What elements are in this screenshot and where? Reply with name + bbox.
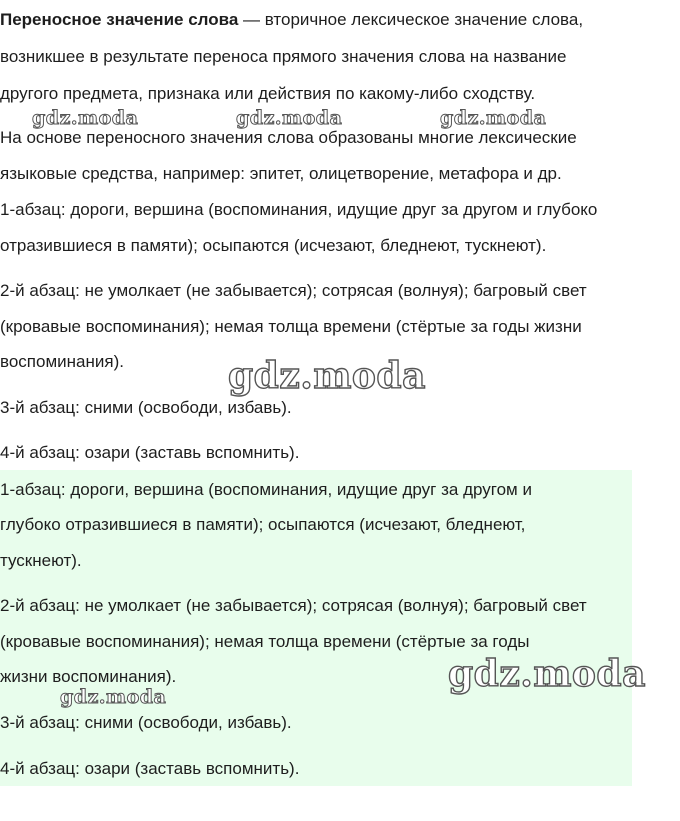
answer1-paragraph3: 3-й абзац: сними (освободи, избавь). [0,398,292,417]
answer2-paragraph3: 3-й абзац: сними (освободи, избавь). [0,713,292,732]
answer2-paragraph2-line1: 2-й абзац: не умолкает (не забывается); сотрясая (волнуя); багровый свет [0,596,587,615]
answer2-paragraph2-line3: жизни воспоминания). [0,667,177,686]
answer2-paragraph2-line2: (кровавые воспоминания); немая толща времени (стёртые за годы [0,632,530,651]
definition-line-3: другого предмета, признака или действия по какому-либо сходству. [0,84,536,103]
definition-line-2: возникшее в результате переноса прямого значения слова на название [0,47,567,66]
answer1-paragraph4: 4-й абзац: озари (заставь вспомнить). [0,443,300,462]
answer2-paragraph4: 4-й абзац: озари (заставь вспомнить). [0,759,300,778]
watermark-logo: gdz.moda [440,107,547,129]
definition-line-1 [0,10,583,30]
answer1-paragraph1-line1: 1-абзац: дороги, вершина (воспоминания, идущие друг за другом и глубоко [0,200,598,219]
answer2-paragraph1-line3: тускнеют). [0,551,82,570]
definition-text: — вторичное лексическое значение слова, [238,10,584,29]
answer1-paragraph2-line2: (кровавые воспоминания); немая толща времени (стёртые за годы жизни [0,317,582,336]
answer2-paragraph1-line1: 1-абзац: дороги, вершина (воспоминания, идущие друг за другом и [0,480,532,499]
watermark-logo: gdz.moda [236,107,343,129]
answer1-paragraph2-line1: 2-й абзац: не умолкает (не забывается); сотрясая (волнуя); багровый свет [0,281,587,300]
answer1-paragraph2-line3: воспоминания). [0,352,124,371]
answer1-paragraph1-line2: отразившиеся в памяти); осыпаются (исчезают, бледнеют, тускнеют). [0,236,547,255]
definition-term: Переносное значение слова [0,10,239,29]
definition-line-5: языковые средства, например: эпитет, олицетворение, метафора и др. [0,164,562,183]
definition-line-4: На основе переносного значения слова образованы многие лексические [0,128,577,147]
watermark-logo: gdz.moda [32,107,139,129]
watermark-logo: gdz.moda [448,653,646,695]
watermark-logo: gdz.moda [60,686,167,708]
watermark-logo: gdz.moda [228,355,426,397]
answer2-paragraph1-line2: глубоко отразившиеся в памяти); осыпаются (исчезают, бледнеют, [0,515,526,534]
